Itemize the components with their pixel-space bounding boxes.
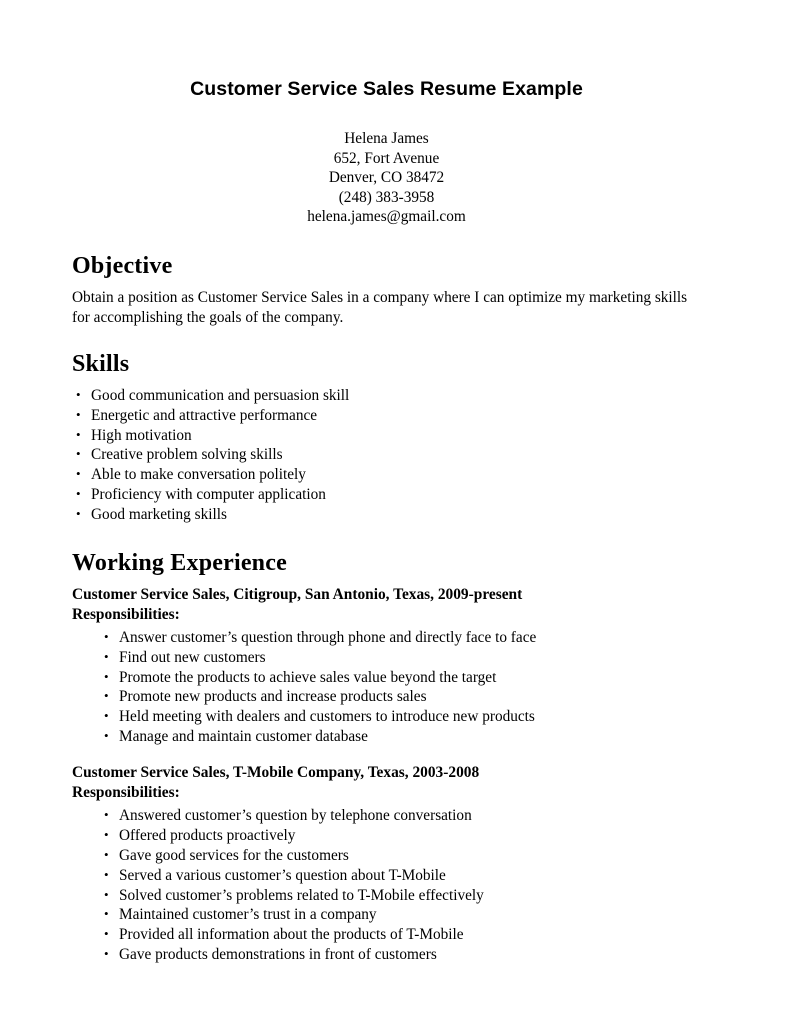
- list-item: • Gave products demonstrations in front of customers: [100, 945, 701, 964]
- list-item: • Promote new products and increase products sales: [100, 687, 701, 706]
- responsibilities-list: [100, 806, 701, 964]
- responsibilities-label: Responsibilities:: [72, 605, 180, 623]
- list-item: • Gave good services for the customers: [100, 846, 701, 865]
- objective-text: Obtain a position as Customer Service Sales in a company where I can optimize my marketing skills for accomplishing the goals of the company.: [72, 288, 688, 327]
- list-item: • Manage and maintain customer database: [100, 727, 701, 746]
- list-item: • Energetic and attractive performance: [72, 406, 701, 425]
- contact-block: [72, 129, 701, 227]
- section-heading-objective: Objective: [72, 252, 173, 279]
- responsibilities-label: Responsibilities:: [72, 783, 180, 801]
- list-item: • Solved customer’s problems related to T-Mobile effectively: [100, 886, 701, 905]
- responsibilities-list: [100, 628, 701, 746]
- list-item: • Good communication and persuasion skill: [72, 386, 701, 405]
- address-line-2: Denver, CO 38472: [328, 169, 445, 187]
- section-heading-working-experience: Working Experience: [72, 550, 287, 577]
- experience-entry-2: [72, 763, 701, 964]
- skills-list: [72, 386, 701, 524]
- address-line-1: 652, Fort Avenue: [333, 149, 440, 167]
- candidate-name: Helena James: [344, 130, 429, 147]
- list-item: • Able to make conversation politely: [72, 465, 701, 484]
- list-item: • Good marketing skills: [72, 505, 701, 524]
- list-item: • Promote the products to achieve sales value beyond the target: [100, 668, 701, 687]
- list-item: • Served a various customer’s question about T-Mobile: [100, 866, 701, 885]
- experience-entry-1: [72, 585, 701, 746]
- list-item: • Find out new customers: [100, 648, 701, 667]
- list-item: • Creative problem solving skills: [72, 445, 701, 464]
- list-item: • Offered products proactively: [100, 826, 701, 845]
- job-title: Customer Service Sales, Citigroup, San Antonio, Texas, 2009-present: [72, 586, 523, 604]
- section-heading-skills: Skills: [72, 350, 130, 377]
- job-title: Customer Service Sales, T-Mobile Company, Texas, 2003-2008: [72, 764, 480, 782]
- list-item: • High motivation: [72, 426, 701, 445]
- phone-number: (248) 383-3958: [338, 188, 435, 206]
- list-item: • Maintained customer’s trust in a company: [100, 905, 701, 924]
- list-item: • Held meeting with dealers and customers to introduce new products: [100, 707, 701, 726]
- list-item: • Proficiency with computer application: [72, 485, 701, 504]
- list-item: • Answered customer’s question by telephone conversation: [100, 806, 701, 825]
- list-item: • Answer customer’s question through phone and directly face to face: [100, 628, 701, 647]
- page-title: Customer Service Sales Resume Example: [190, 78, 583, 100]
- list-item: • Provided all information about the products of T-Mobile: [100, 925, 701, 944]
- skills-list-wrapper: [72, 386, 701, 524]
- email-address: helena.james@gmail.com: [307, 208, 466, 226]
